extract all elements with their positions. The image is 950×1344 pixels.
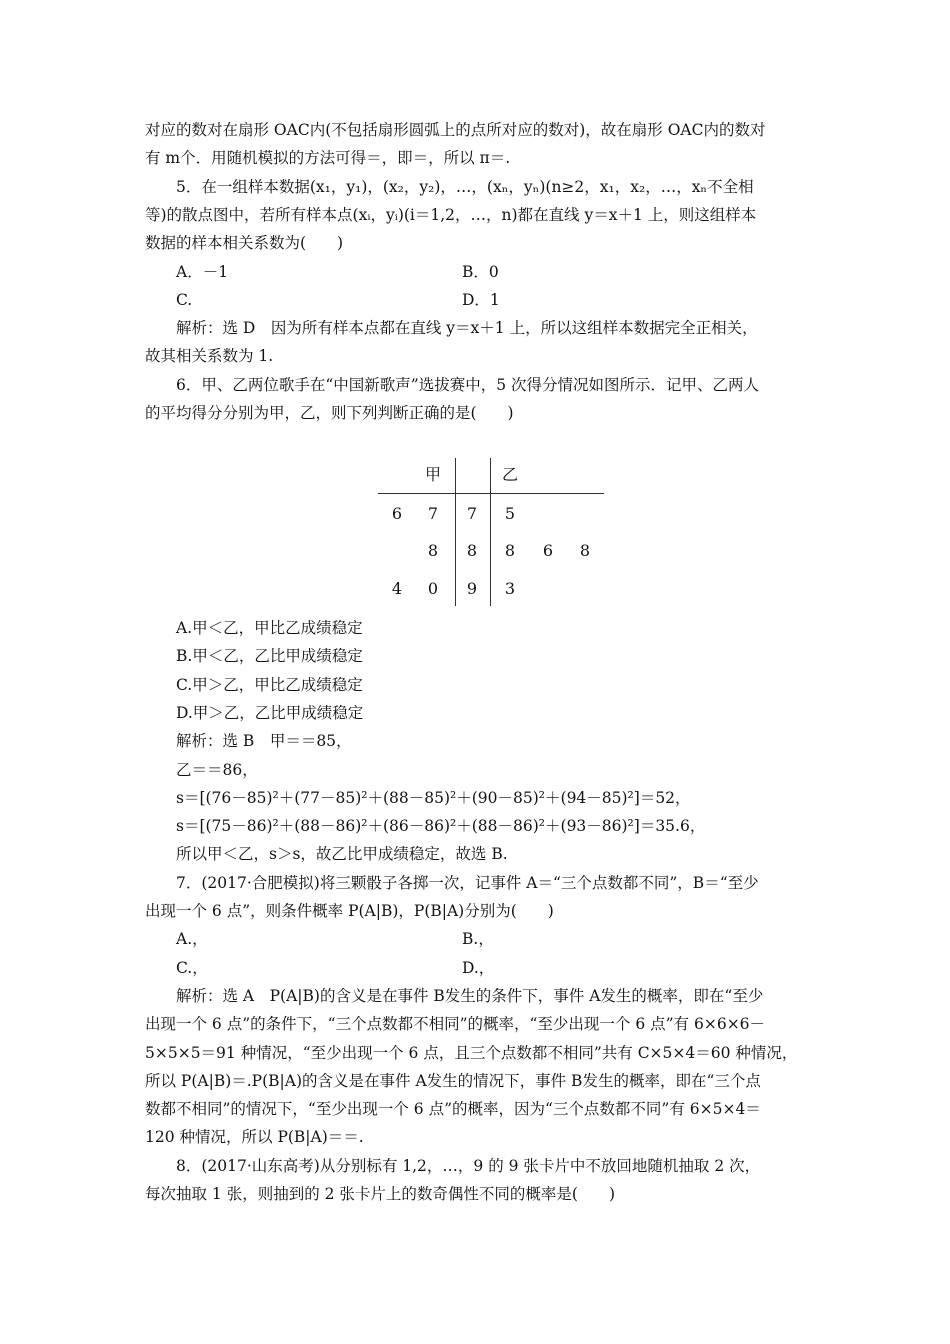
text-line: 所以 P(A|B)＝.P(B|A)的含义是在事件 A发生的情况下，事件 B发生的概率，即在“三个点 [145, 1071, 761, 1090]
text-line: s＝[(76－85)²＋(77－85)²＋(88－85)²＋(90－85)²＋(94－85)²]＝52， [176, 788, 691, 807]
leaf-right: 6 [542, 541, 554, 560]
leaf-left: 7 [427, 504, 439, 523]
text-line: 数都不相同”的情况下，“至少出现一个 6 点”的概率，因为“三个点数都不同”有 6×5×4＝ [145, 1100, 761, 1119]
right-header: 乙 [501, 465, 518, 484]
leaf-left: 0 [427, 579, 439, 598]
text-line: 乙＝＝86， [176, 760, 258, 779]
vertical-rule-right [490, 458, 491, 606]
text-line: 解析：选 A P(A|B)的含义是在事件 B发生的条件下，事件 A发生的概率，即在“至少 [176, 986, 764, 1005]
option-a: A．－1 [176, 262, 229, 281]
option-d: D．1 [462, 290, 500, 309]
text-line: C.甲＞乙，甲比乙成绩稳定 [176, 675, 363, 694]
text-line: s＝[(75－86)²＋(88－86)²＋(86－86)²＋(88－86)²＋(93－86)²]＝35.6， [176, 817, 706, 836]
leaf-right: 8 [579, 541, 591, 560]
text-line: 出现一个 6 点”的条件下，“三个点数都不相同”的概率，“至少出现一个 6 点”有 6×6×6－ [145, 1015, 766, 1034]
leaf-left: 6 [391, 504, 403, 523]
text-line: D.甲＞乙，乙比甲成绩稳定 [176, 703, 364, 722]
text-line: 120 种情况，所以 P(B|A)＝＝. [145, 1128, 364, 1147]
leaf-right: 8 [504, 541, 516, 560]
leaf-left: 8 [427, 541, 439, 560]
text-line: 解析：选 B 甲＝＝85， [176, 732, 352, 751]
text-line: 5×5×5＝91 种情况，“至少出现一个 6 点，且三个点数都不相同”共有 C×5×4＝60 种情况， [145, 1043, 798, 1062]
left-header: 甲 [424, 465, 441, 484]
stem: 9 [466, 579, 478, 598]
text-line: B.甲＜乙，乙比甲成绩稳定 [176, 647, 363, 666]
stem: 7 [466, 504, 478, 523]
leaf-right: 5 [504, 504, 516, 523]
text-line: 6．甲、乙两位歌手在“中国新歌声”选拔赛中，5 次得分情况如图所示．记甲、乙两人 [176, 375, 760, 394]
text-line: 所以甲＜乙，s＞s，故乙比甲成绩稳定，故选 B. [176, 845, 508, 864]
option-a: A.， [176, 930, 208, 949]
option-d: D.， [462, 958, 495, 977]
text-line: 7．(2017·合肥模拟)将三颗骰子各掷一次，记事件 A＝“三个点数都不同”，B＝“至少 [176, 873, 759, 892]
text-line: 有 m个．用随机模拟的方法可得＝，即＝，所以 π＝. [145, 149, 511, 168]
text-line: 出现一个 6 点”，则条件概率 P(A|B)，P(B|A)分别为( ) [145, 902, 554, 920]
text-line: 每次抽取 1 张，则抽到的 2 张卡片上的数奇偶性不同的概率是( ) [145, 1185, 616, 1203]
text-line: 等)的散点图中，若所有样本点(xᵢ，yᵢ)(i＝1,2，…，n)都在直线 y＝x＋1 上，则这组样本 [145, 205, 757, 224]
text-line: A.甲＜乙，甲比乙成绩稳定 [176, 619, 363, 637]
vertical-rule-left [455, 458, 456, 606]
text-line: 故其相关系数为 1. [145, 347, 274, 366]
option-c: C.， [176, 958, 208, 977]
text-line: 8．(2017·山东高考)从分别标有 1,2，…，9 的 9 张卡片中不放回地随机抽取 2 次， [176, 1156, 761, 1175]
text-line: 数据的样本相关系数为( ) [145, 234, 344, 253]
option-c: C. [176, 290, 193, 309]
option-b: B.， [462, 930, 494, 949]
text-line: 5．在一组样本数据(x₁，y₁)，(x₂，y₂)，…，(xₙ，yₙ)(n≥2，x₁，x₂，…，xₙ不全相 [176, 177, 754, 196]
leaf-right: 3 [504, 579, 516, 598]
text-line: 解析：选 D 因为所有样本点都在直线 y＝x＋1 上，所以这组样本数据完全正相关， [176, 319, 758, 338]
option-b: B．0 [462, 262, 499, 281]
horizontal-rule [378, 493, 604, 494]
text-line: 对应的数对在扇形 OAC内(不包括扇形圆弧上的点所对应的数对)，故在扇形 OAC内的数对 [145, 121, 766, 139]
leaf-left: 4 [391, 579, 403, 598]
stem: 8 [466, 541, 478, 560]
text-line: 的平均得分分别为甲，乙，则下列判断正确的是( ) [145, 404, 514, 422]
